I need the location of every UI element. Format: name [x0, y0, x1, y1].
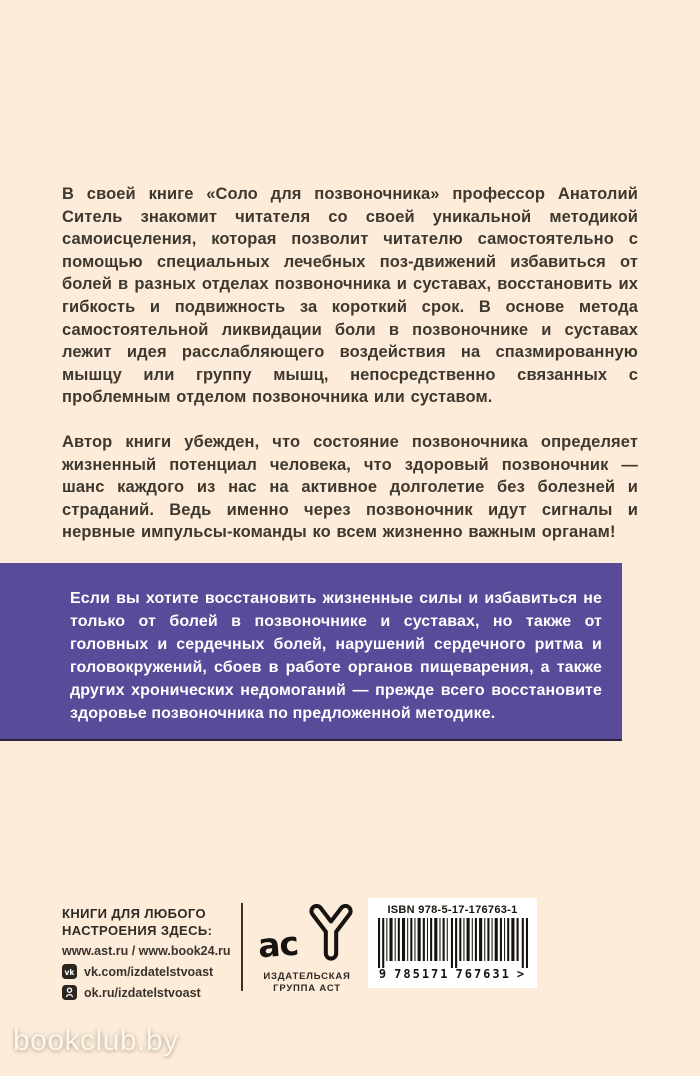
barcode-end-mark: >: [516, 967, 527, 981]
promo-block: [62, 905, 231, 1000]
promo-line-1: КНИГИ ДЛЯ ЛЮБОГО: [62, 906, 207, 921]
promo-line-2: НАСТРОЕНИЯ ЗДЕСЬ:: [62, 923, 213, 938]
barcode-bars: [378, 918, 528, 968]
ast-logo-letters: ас: [256, 923, 300, 966]
barcode-digits-mid: 785171: [394, 967, 450, 981]
ok-icon: [62, 985, 77, 1000]
vk-link-label: vk.com/izdatelstvoast: [84, 964, 214, 979]
social-link-ok: [62, 985, 231, 1000]
svg-text:vk: vk: [64, 967, 75, 977]
annotation-paragraph-2: Автор книги убежден, что состояние позвоночника определяет жизненный потенциал человека, что здоровый позвоночник — шанс каждого из нас на активное долголетие без болезней и страданий. Ведь именно через позвоночник идут сигналы и нервные импульсы-команды ко всем жизненно важным органам!: [62, 433, 638, 542]
bookclub-watermark: bookclub.by: [13, 1024, 179, 1057]
ast-caption: [252, 971, 362, 995]
vk-icon: [62, 964, 77, 979]
ast-logo-mark: [252, 895, 362, 967]
ok-link-label: ok.ru/izdatelstvoast: [84, 985, 201, 1000]
footer-divider: [241, 903, 243, 991]
isbn-label: ISBN 978-5-17-176763-1: [387, 904, 518, 916]
barcode-digit-left: 9: [378, 967, 389, 981]
highlight-box: [0, 563, 622, 741]
ast-caption-line-1: ИЗДАТЕЛЬСКАЯ: [263, 971, 351, 982]
publisher-websites: www.ast.ru / www.book24.ru: [62, 944, 231, 958]
annotation-paragraph-1: В своей книге «Соло для позвоночника» профессор Анатолий Ситель знакомит читателя со своей уникальной методикой самоисцеления, которая позволит читателю самостоятельно с помощью специальных лечебных поз-движений избавиться от болей в разных отделах позвоночника и суставах, восстановить их гибкость и подвижность за короткий срок. В основе метода самостоятельной ликвидации боли в позвоночнике и суставах лежит идея расслабляющего воздействия на спазмированную мышцу или группу мышц, непосредственно связанных с проблемным отделом позвоночника или суставом.: [62, 185, 638, 407]
isbn-barcode: [368, 898, 537, 988]
barcode-digits-right: 767631: [455, 967, 511, 981]
promo-title: [62, 905, 231, 939]
publisher-footer: [0, 895, 700, 1005]
ast-figure-icon: [304, 895, 358, 970]
highlight-text: Если вы хотите восстановить жизненные силы и избавиться не только от болей в позвоночнике и суставах, но также от головных и сердечных болей, нарушений сердечного ритма и головокружений, сбоев в работе органов пищеварения, а также других хронических недомоганий — прежде всего восстановите здоровье позвоночника по предложенной методике.: [70, 590, 602, 722]
ast-publisher-logo: [252, 895, 362, 995]
social-link-vk: [62, 964, 231, 979]
ast-caption-line-2: ГРУППА АСТ: [273, 983, 341, 994]
barcode-digits: [368, 967, 537, 981]
